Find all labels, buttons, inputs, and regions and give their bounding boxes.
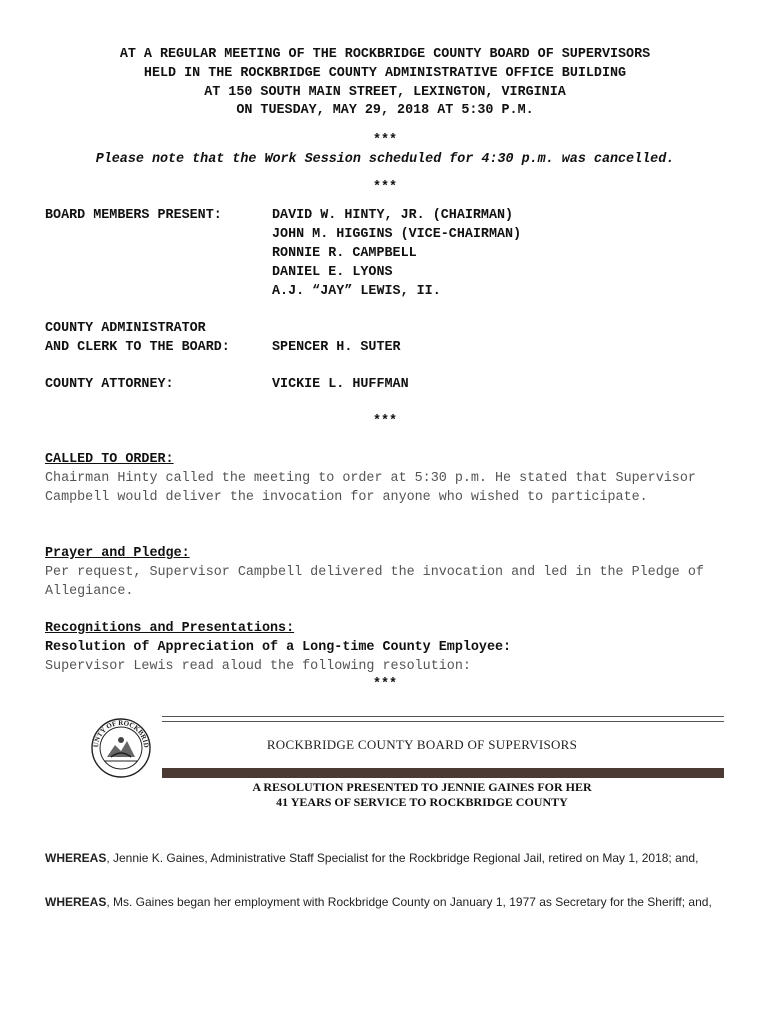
recognitions-text: Supervisor Lewis read aloud the following resolution: bbox=[45, 659, 471, 674]
member-name: RONNIE R. CAMPBELL bbox=[272, 246, 417, 261]
separator: *** bbox=[372, 133, 398, 148]
whereas-text: , Jennie K. Gaines, Administrative Staff Specialist for the Rockbridge Regional Jail, retired on May 1, 2018; and, bbox=[106, 851, 699, 865]
clerk-label: AND CLERK TO THE BOARD: bbox=[45, 340, 230, 355]
county-seal-icon bbox=[90, 717, 152, 779]
county-administrator-label: COUNTY ADMINISTRATOR bbox=[45, 321, 206, 336]
resolution-title-line: A RESOLUTION PRESENTED TO JENNIE GAINES FOR HER bbox=[252, 780, 592, 794]
member-name: A.J. “JAY” LEWIS, II. bbox=[272, 284, 441, 299]
called-to-order-heading: CALLED TO ORDER: bbox=[45, 452, 174, 467]
county-attorney-label: COUNTY ATTORNEY: bbox=[45, 377, 174, 392]
members-present-label: BOARD MEMBERS PRESENT: bbox=[45, 208, 222, 223]
header-line: ON TUESDAY, MAY 29, 2018 AT 5:30 P.M. bbox=[236, 103, 534, 119]
member-name: DANIEL E. LYONS bbox=[272, 265, 393, 280]
header-line: HELD IN THE ROCKBRIDGE COUNTY ADMINISTRATIVE OFFICE BUILDING bbox=[143, 65, 627, 81]
whereas-clause bbox=[45, 849, 725, 868]
board-title: ROCKBRIDGE COUNTY BOARD OF SUPERVISORS bbox=[266, 737, 578, 752]
meeting-header bbox=[20, 46, 750, 121]
resolution-title-line: 41 YEARS OF SERVICE TO ROCKBRIDGE COUNTY bbox=[276, 795, 568, 809]
header-line: AT 150 SOUTH MAIN STREET, LEXINGTON, VIRGINIA bbox=[204, 84, 566, 100]
whereas-clause bbox=[45, 893, 725, 912]
attorney-name: VICKIE L. HUFFMAN bbox=[272, 377, 409, 392]
recognitions-heading: Recognitions and Presentations: bbox=[45, 621, 295, 636]
seal-text: UNTY OF ROCKBRID bbox=[91, 718, 151, 749]
work-session-note: Please note that the Work Session scheduled for 4:30 p.m. was cancelled. bbox=[95, 152, 675, 167]
member-name: JOHN M. HIGGINS (VICE-CHAIRMAN) bbox=[272, 227, 522, 242]
separator: *** bbox=[372, 677, 398, 692]
divider bbox=[162, 721, 724, 722]
whereas-word: WHEREAS bbox=[45, 895, 107, 909]
divider bbox=[162, 716, 724, 717]
prayer-heading: Prayer and Pledge: bbox=[45, 546, 190, 561]
called-to-order-text: Chairman Hinty called the meeting to order at 5:30 p.m. He stated that Supervisor Campbell would deliver the invocation for anyone who wished to participate. bbox=[45, 471, 696, 505]
member-name: DAVID W. HINTY, JR. (CHAIRMAN) bbox=[272, 208, 514, 223]
administrator-name: SPENCER H. SUTER bbox=[272, 340, 401, 355]
whereas-word: WHEREAS bbox=[45, 851, 107, 865]
whereas-text: , Ms. Gaines began her employment with Rockbridge County on January 1, 1977 as Secretary for the Sheriff; and, bbox=[106, 895, 712, 909]
divider-bar bbox=[162, 768, 724, 778]
header-line: AT A REGULAR MEETING OF THE ROCKBRIDGE COUNTY BOARD OF SUPERVISORS bbox=[119, 47, 651, 62]
prayer-text: Per request, Supervisor Campbell delivered the invocation and led in the Pledge of Allegiance. bbox=[45, 565, 704, 599]
separator: *** bbox=[372, 180, 398, 195]
separator: *** bbox=[372, 414, 398, 429]
resolution-subheading: Resolution of Appreciation of a Long-time County Employee: bbox=[45, 640, 512, 655]
